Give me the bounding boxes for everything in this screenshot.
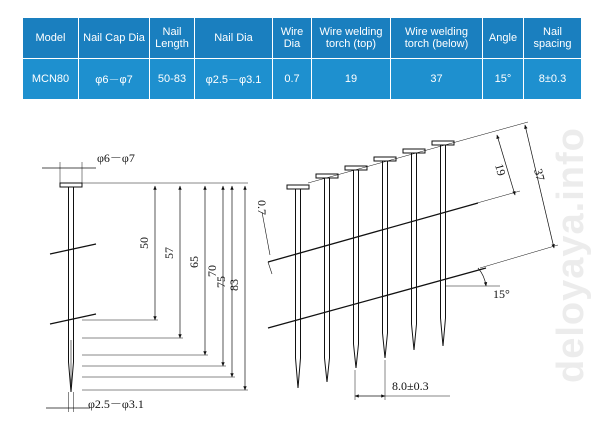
collated-strip-view [262, 122, 558, 400]
spacing-label: 8.0±0.3 [392, 379, 429, 393]
header-torch-below: Wire welding torch (below) [391, 18, 482, 58]
top-wire [268, 203, 478, 262]
wire-dia-label: 0.7 [255, 200, 269, 215]
watermark: deloyaya.info [550, 127, 592, 383]
torch-below-label: 37 [531, 167, 548, 183]
cell-nail-dia: φ2.5－φ3.1 [195, 59, 272, 99]
length-57-label: 57 [162, 247, 176, 259]
header-nail-length: Nail Length [150, 18, 194, 58]
length-75-label: 75 [214, 276, 228, 288]
nail-cap [60, 183, 82, 187]
torch-below-dim [525, 125, 554, 248]
header-nail-dia: Nail Dia [195, 18, 272, 58]
cell-torch-top: 19 [312, 59, 390, 99]
cell-torch-below: 37 [391, 59, 482, 99]
cell-model: MCN80 [23, 59, 78, 99]
nail-1 [287, 185, 309, 388]
cell-nail-length: 50-83 [150, 59, 194, 99]
length-70-label: 70 [205, 265, 219, 277]
header-nail-spacing: Nail spacing [524, 18, 581, 58]
header-cap-dia: Nail Cap Dia [79, 18, 149, 58]
header-angle: Angle [483, 18, 523, 58]
nail-3 [345, 166, 367, 368]
header-torch-top: Wire welding torch (top) [312, 18, 390, 58]
nail-5 [403, 149, 425, 350]
cell-nail-spacing: 8±0.3 [524, 59, 581, 99]
nail-4 [374, 157, 396, 358]
header-wire-dia: Wire Dia [273, 18, 311, 58]
torch-top-label: 19 [492, 162, 509, 178]
cell-wire-dia: 0.7 [273, 59, 311, 99]
header-model: Model [23, 18, 78, 58]
angle-label: 15° [493, 287, 510, 301]
nail-dia-label: φ2.5－φ3.1 [88, 397, 144, 411]
cap-dia-label: φ6－φ7 [97, 151, 135, 165]
length-65-label: 65 [187, 256, 201, 268]
length-50-label: 50 [137, 237, 151, 249]
cell-angle: 15° [483, 59, 523, 99]
nail-6 [432, 141, 454, 346]
cell-cap-dia: φ6－φ7 [79, 59, 149, 99]
nail-2 [316, 174, 338, 382]
length-83-label: 83 [227, 279, 241, 291]
angle-arc [478, 268, 486, 286]
